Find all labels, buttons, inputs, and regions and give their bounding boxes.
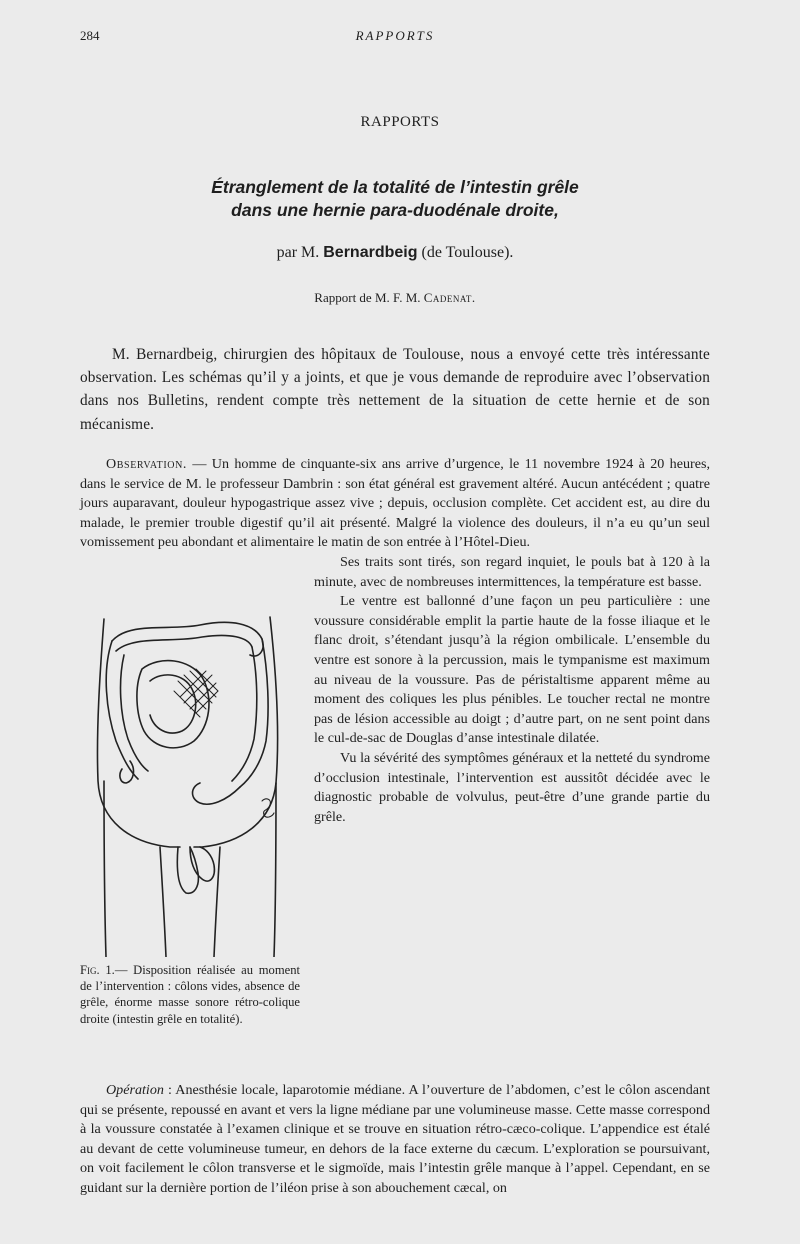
running-title: RAPPORTS xyxy=(355,28,435,43)
report-line xyxy=(80,290,710,306)
author-name: Bernardbeig xyxy=(323,244,418,261)
observation-text-1: — Un homme de cinquante-six ans arrive d’urgence, le 11 novembre 1924 à 20 heures, dans le service de M. le professeur Dambrin : son état général est gravement altéré. Aucun antécédent ; quatre jours auparavant, douleur hypogastrique assez vive ; depuis, occlusion complète. Cet accident est, au dire du malade, le premier trouble digestif qu’il ait présenté. Malgré la violence des douleurs, il n’a eu qu’un seul vomissement peu abondant et alimentaire le matin de son entrée à l’Hôtel-Dieu. xyxy=(80,456,710,551)
figure-caption xyxy=(80,962,300,1027)
section-title: RAPPORTS xyxy=(360,114,440,130)
operation-label: Opération xyxy=(106,1081,164,1098)
operation-text: : Anesthésie locale, laparotomie médiane. A l’ouverture de l’abdomen, c’est le côlon ascendant qui se présente, repoussé en avant et vers la ligne médiane par une volumineuse masse. Cette masse correspond à la voussure constatée à l’examen clinique et se trouve en situation rétro-cæco-colique. L’appendice est étalé au devant de cette volumineuse tumeur, en dehors de la face externe du cæcum. L’exploration se poursuivant, on voit facilement le côlon transverse et le sigmoïde, mais l’intestin grêle manque à l’appel. Cependant, en se guidant sur la dernière portion de l’iléon prise à son abouchement cæcal, on xyxy=(80,1081,710,1196)
author-line xyxy=(80,244,710,262)
operation-paragraph xyxy=(80,1081,710,1199)
page-number: 284 xyxy=(80,28,100,43)
figure-label: Fig. 1. xyxy=(80,962,115,977)
observation-paragraph-3: Le ventre est ballonné d’une façon un peu particulière : une voussure considérable emplit la partie haute de la fosse iliaque et le flanc droit, s’étendant jusqu’à la région ombilicale. L’ensemble du ventre est sonore à la percussion, mais le tympanisme est maximum au niveau de la voussure. Pas de péristaltisme apparent même au moment des coliques les plus pénibles. Le toucher rectal ne montre pas de lésion accessible au doigt ; d’autre part, on ne sent point dans le cul-de-sac de Douglas d’anse intestinale dilatée. xyxy=(314,593,710,747)
observation-label: Observation. xyxy=(106,456,188,472)
anatomical-drawing-icon xyxy=(90,611,290,957)
running-head xyxy=(80,28,710,48)
article-title xyxy=(80,176,710,222)
observation-paragraph-4: Vu la sévérité des symptômes généraux et la netteté du syndrome d’occlusion intestinale, l’intervention est aussitôt décidée avec le diagnostic probable de volvulus, peut-être d’une grande partie du grêle. xyxy=(314,749,710,825)
observation-section xyxy=(80,455,710,1199)
intro-paragraph: M. Bernardbeig, chirurgien des hôpitaux de Toulouse, nous a envoyé cette très intéressante observation. Les schémas qu’il y a joints, et que je vous demande de reproduire avec l’observation dans nos Bulletins, rendent compte très nettement de la situation de cette hernie et de son mécanisme. xyxy=(80,346,710,433)
figure-caption-text: — Disposition réalisée au moment de l’intervention : côlons vides, absence de grêle, énorme masse sonore rétro-colique droite (intestin grêle en totalité). xyxy=(80,962,300,1026)
observation-paragraph-2: Ses traits sont tirés, son regard inquiet, le pouls bat à 120 à la minute, avec de nombreuses intermittences, la température est basse. xyxy=(314,553,710,590)
report-prefix: Rapport de M. F. M. xyxy=(314,290,421,305)
figure-1 xyxy=(80,553,302,1081)
author-prefix: par M. xyxy=(276,244,320,261)
article-title-line-2: dans une hernie para-duodénale droite, xyxy=(231,200,559,220)
article-title-line-1: Étranglement de la totalité de l’intestin grêle xyxy=(211,177,579,197)
author-suffix: (de Toulouse). xyxy=(421,244,514,261)
observation-paragraph-1 xyxy=(80,455,710,553)
report-author: Cadenat. xyxy=(423,290,476,305)
